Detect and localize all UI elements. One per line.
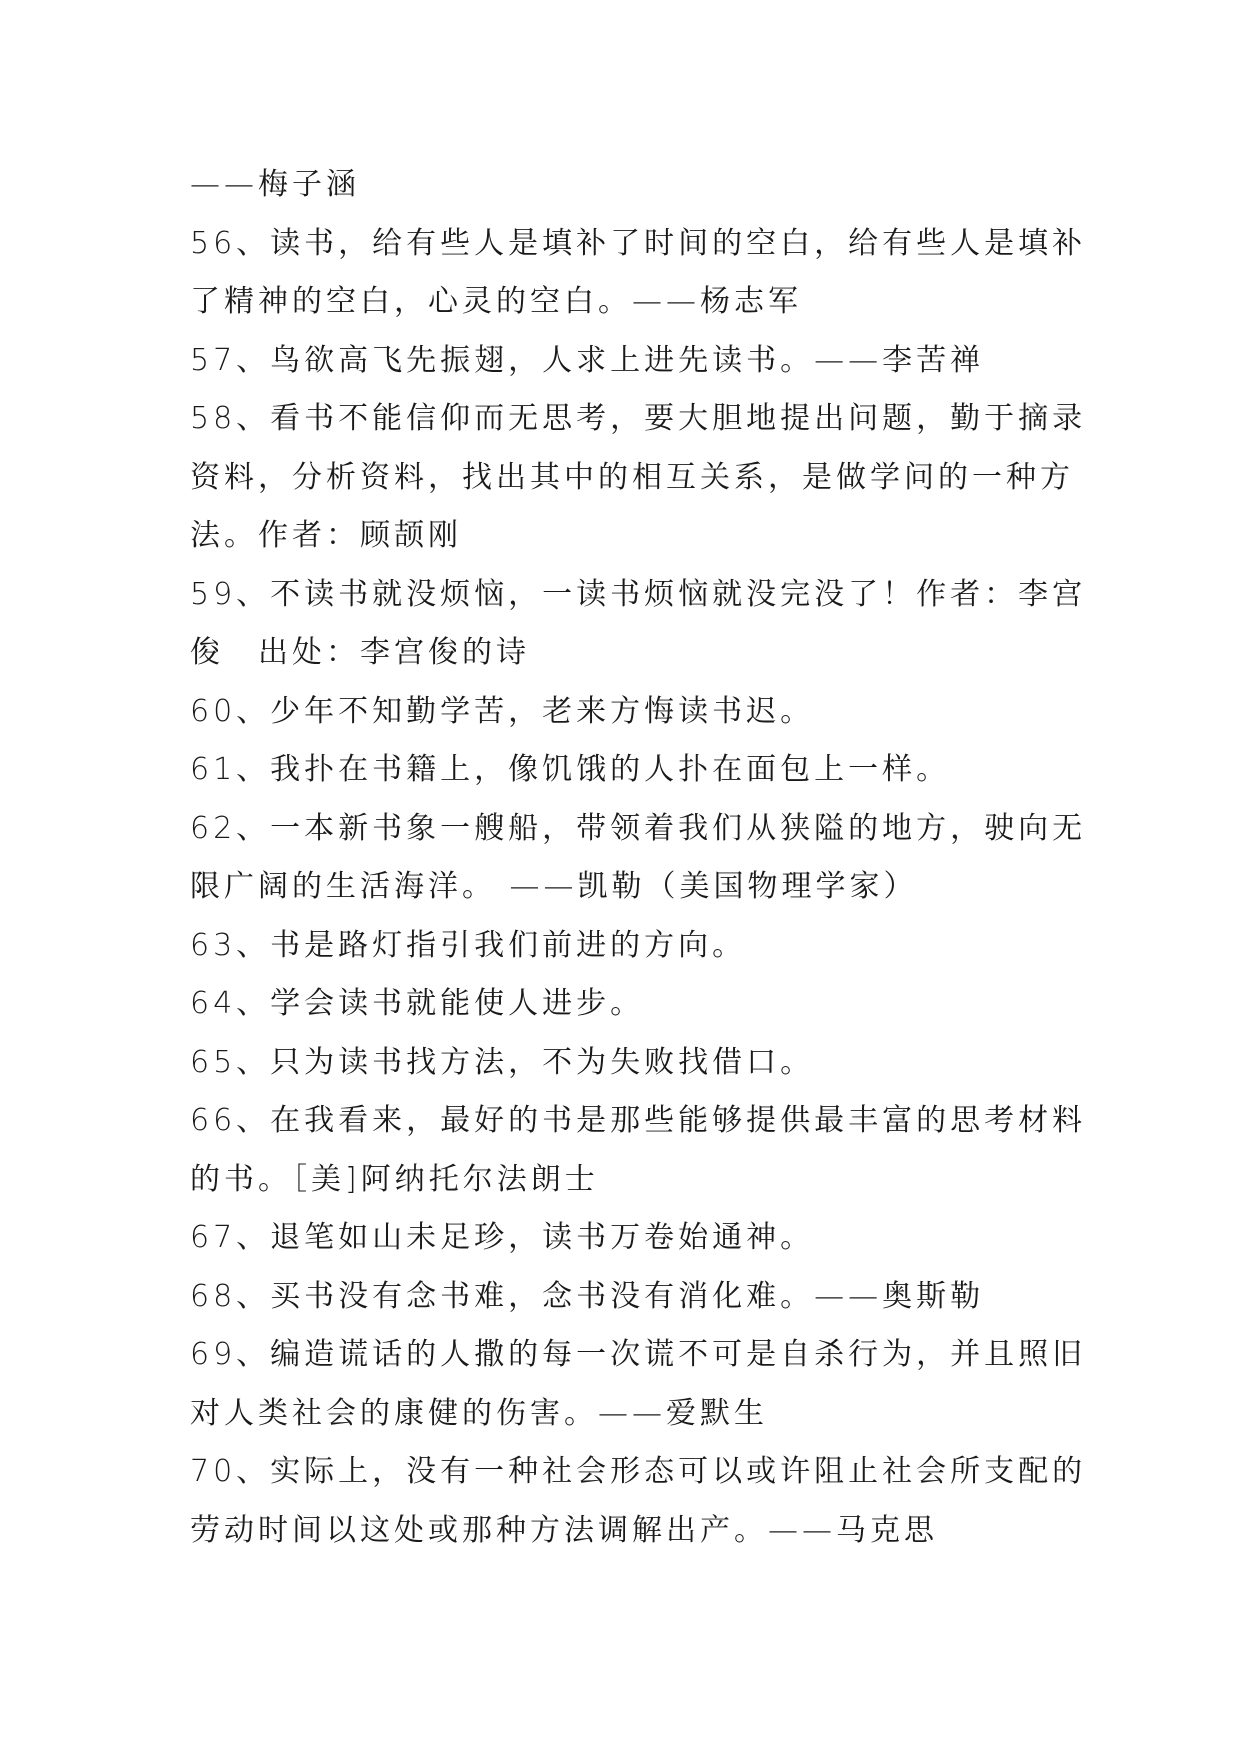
text-line: 69、编造谎话的人撒的每一次谎不可是自杀行为，并且照旧 xyxy=(190,1337,1087,1372)
text-line: 57、鸟欲高飞先振翅，人求上进先读书。——李苦禅 xyxy=(190,342,985,378)
text-line: 64、学会读书就能使人进步。 xyxy=(190,986,645,1021)
text-line: 61、我扑在书籍上，像饥饿的人扑在面包上一样。 xyxy=(190,752,951,787)
text-line: 资料，分析资料，找出其中的相互关系，是做学问的一种方 xyxy=(190,459,1074,495)
text-line: 59、不读书就没烦恼，一读书烦恼就没完没了！作者：李宫 xyxy=(190,576,1087,612)
text-line: 56、读书，给有些人是填补了时间的空白，给有些人是填补 xyxy=(190,225,1087,261)
text-line: 对人类社会的康健的伤害。——爱默生 xyxy=(190,1395,768,1431)
text-line: 58、看书不能信仰而无思考，要大胆地提出问题，勤于摘录 xyxy=(190,401,1087,436)
text-line: 限广阔的生活海洋。 ——凯勒（美国物理学家） xyxy=(190,869,918,904)
text-line: 66、在我看来，最好的书是那些能够提供最丰富的思考材料 xyxy=(190,1103,1087,1138)
text-line: 62、一本新书象一艘船，带领着我们从狭隘的地方，驶向无 xyxy=(190,810,1087,846)
text-line: 法。作者：顾颉刚 xyxy=(190,518,462,553)
text-line: 俊 出处：李宫俊的诗 xyxy=(190,635,530,670)
quote-list xyxy=(190,156,1087,1560)
text-line: 68、买书没有念书难，念书没有消化难。——奥斯勒 xyxy=(190,1278,985,1314)
text-line: ——梅子涵 xyxy=(190,167,360,202)
text-line: 的书。［美]阿纳托尔法朗士 xyxy=(190,1161,599,1197)
text-line: 63、书是路灯指引我们前进的方向。 xyxy=(190,927,747,963)
text-line: 70、实际上，没有一种社会形态可以或许阻止社会所支配的 xyxy=(190,1454,1087,1489)
text-line: 67、退笔如山未足珍，读书万卷始通神。 xyxy=(190,1220,815,1255)
text-line: 了精神的空白，心灵的空白。——杨志军 xyxy=(190,284,802,319)
text-line: 劳动时间以这处或那种方法调解出产。——马克思 xyxy=(190,1512,938,1548)
text-line: 65、只为读书找方法，不为失败找借口。 xyxy=(190,1044,815,1080)
text-line: 60、少年不知勤学苦，老来方悔读书迟。 xyxy=(190,693,815,729)
